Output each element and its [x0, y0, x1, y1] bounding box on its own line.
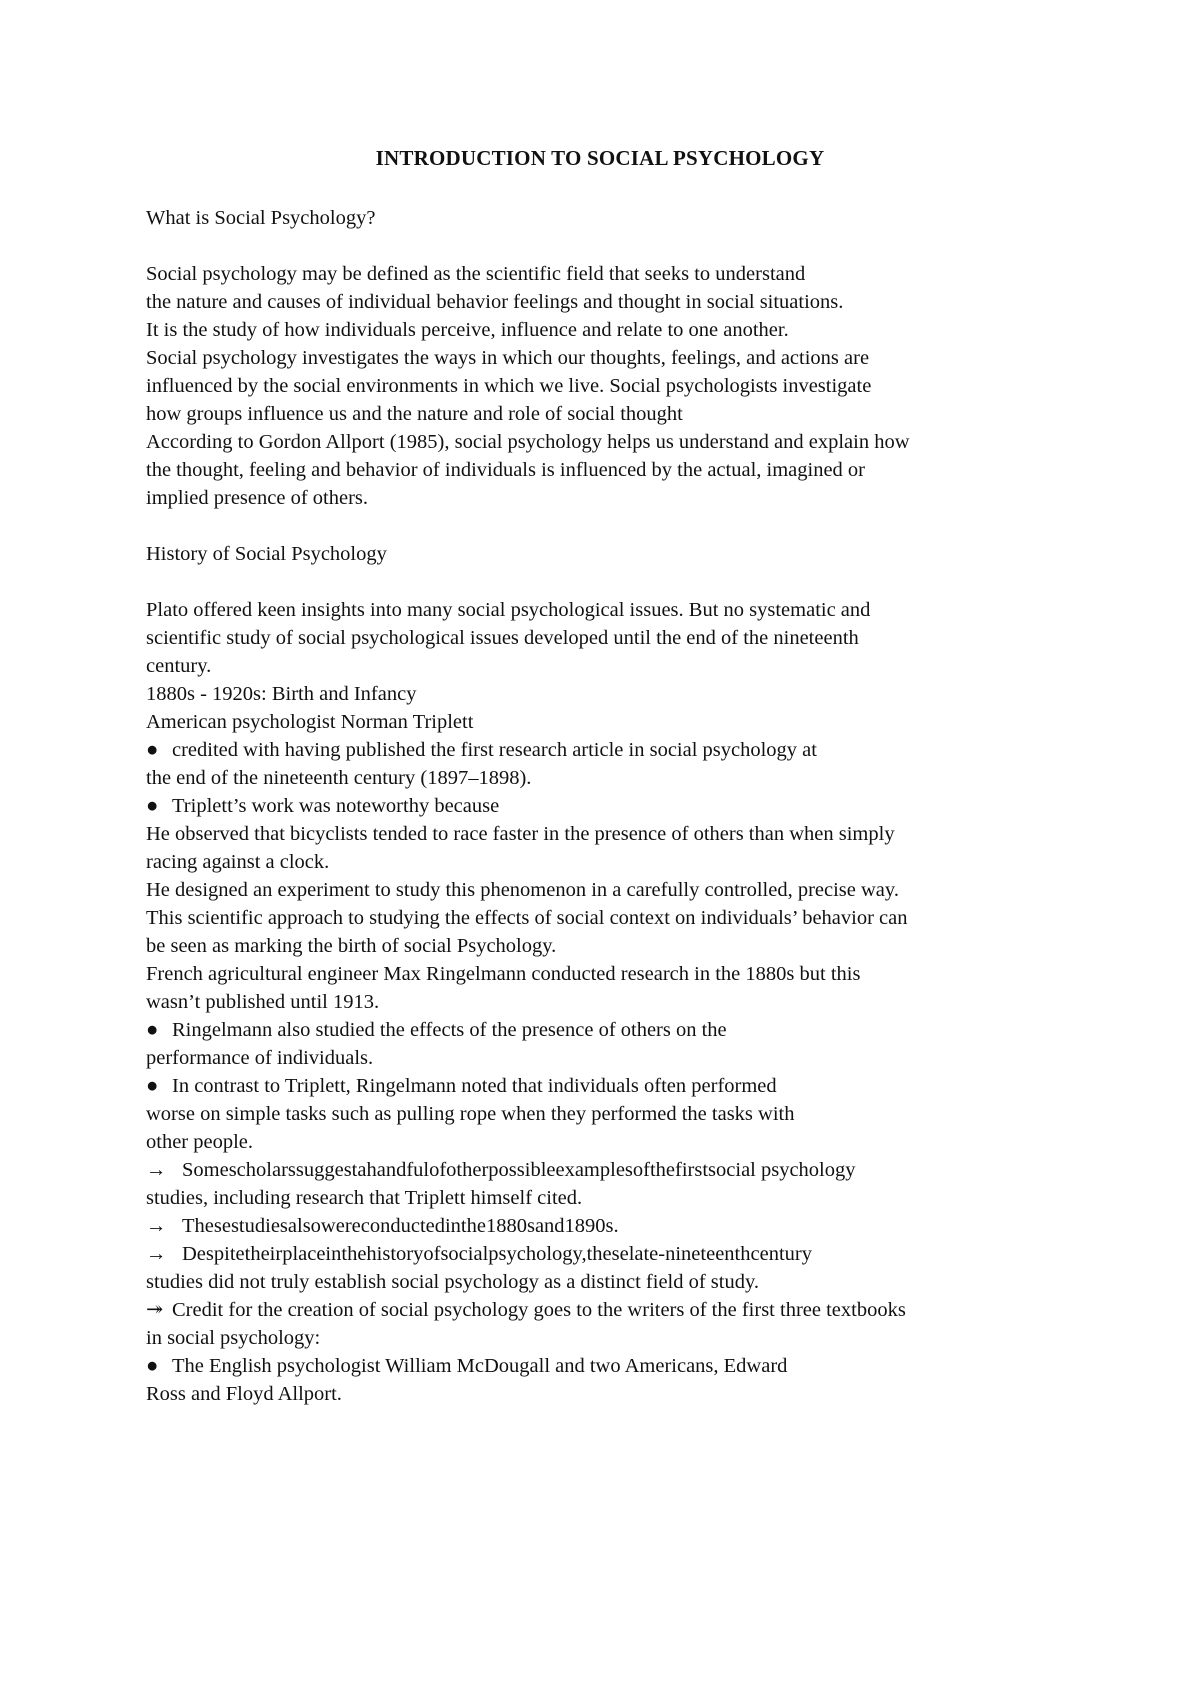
body-line: 1880s - 1920s: Birth and Infancy	[146, 683, 417, 705]
bullet-item	[146, 1076, 777, 1097]
bullet-text: The English psychologist William McDougall and two Americans, Edward	[172, 1355, 788, 1377]
body-line: how groups influence us and the nature and role of social thought	[146, 403, 683, 425]
body-line: According to Gordon Allport (1985), social psychology helps us understand and explain how	[146, 431, 910, 453]
body-line: performance of individuals.	[146, 1047, 374, 1069]
arrow-right-icon: →	[146, 1243, 167, 1265]
body-line: He designed an experiment to study this phenomenon in a carefully controlled, precise way.	[146, 879, 899, 901]
bullet-item	[146, 796, 499, 817]
body-line: American psychologist Norman Triplett	[146, 711, 474, 733]
body-line: He observed that bicyclists tended to race faster in the presence of others than when simply	[146, 823, 895, 845]
body-line: French agricultural engineer Max Ringelmann conducted research in the 1880s but this	[146, 963, 861, 985]
body-line: racing against a clock.	[146, 851, 330, 873]
bullet-icon: ●	[146, 1355, 159, 1377]
body-line: wasn’t published until 1913.	[146, 991, 380, 1013]
body-line: Social psychology investigates the ways in which our thoughts, feelings, and actions are	[146, 347, 870, 369]
body-line: worse on simple tasks such as pulling rope when they performed the tasks with	[146, 1103, 795, 1125]
bullet-item	[146, 1356, 787, 1377]
body-line: scientific study of social psychological issues developed until the end of the nineteenth	[146, 627, 859, 649]
arrow-text: Somescholarssuggestahandfulofotherpossibleexamplesofthefirstsocial psychology	[182, 1159, 856, 1181]
body-line: Social psychology may be defined as the scientific field that seeks to understand	[146, 263, 806, 285]
body-line: Ross and Floyd Allport.	[146, 1383, 342, 1405]
body-line: other people.	[146, 1131, 254, 1153]
body-line: studies, including research that Triplett himself cited.	[146, 1187, 583, 1209]
body-line: the nature and causes of individual behavior feelings and thought in social situations.	[146, 291, 844, 313]
body-line: the end of the nineteenth century (1897–1898).	[146, 767, 532, 789]
bullet-text: Triplett’s work was noteworthy because	[172, 795, 500, 817]
double-arrow-text: Credit for the creation of social psychology goes to the writers of the first three textbooks	[172, 1299, 906, 1321]
arrow-right-icon: →	[146, 1215, 167, 1237]
arrow-text: Despitetheirplaceinthehistoryofsocialpsychology,theselate-nineteenthcentury	[182, 1243, 812, 1265]
body-line: influenced by the social environments in which we live. Social psychologists investigate	[146, 375, 872, 397]
body-line: be seen as marking the birth of social Psychology.	[146, 935, 557, 957]
bullet-item	[146, 740, 817, 761]
body-line: Plato offered keen insights into many social psychological issues. But no systematic and	[146, 599, 871, 621]
bullet-item	[146, 1020, 727, 1041]
bullet-text: In contrast to Triplett, Ringelmann noted that individuals often performed	[172, 1075, 777, 1097]
body-line: It is the study of how individuals perceive, influence and relate to one another.	[146, 319, 789, 341]
body-line: in social psychology:	[146, 1327, 321, 1349]
section-heading-history: History of Social Psychology	[146, 543, 387, 565]
arrow-text: Thesestudiesalsowereconductedinthe1880sand1890s.	[182, 1215, 619, 1237]
body-line: the thought, feeling and behavior of individuals is influenced by the actual, imagined or	[146, 459, 866, 481]
bullet-text: credited with having published the first research article in social psychology at	[172, 739, 817, 761]
body-line: implied presence of others.	[146, 487, 369, 509]
arrow-right-icon: →	[146, 1159, 167, 1181]
bullet-icon: ●	[146, 1019, 159, 1041]
bullet-icon: ●	[146, 739, 159, 761]
arrow-item	[146, 1244, 812, 1265]
document-title: INTRODUCTION TO SOCIAL PSYCHOLOGY	[375, 146, 825, 170]
bullet-icon: ●	[146, 795, 159, 817]
double-arrow-right-icon: ↠	[146, 1299, 164, 1321]
bullet-text: Ringelmann also studied the effects of the presence of others on the	[172, 1019, 727, 1041]
section-heading-what-is: What is Social Psychology?	[146, 207, 376, 229]
body-line: century.	[146, 655, 212, 677]
arrow-item	[146, 1216, 619, 1237]
double-arrow-item	[146, 1300, 906, 1321]
bullet-icon: ●	[146, 1075, 159, 1097]
body-line: This scientific approach to studying the effects of social context on individuals’ behavior can	[146, 907, 908, 929]
body-line: studies did not truly establish social psychology as a distinct field of study.	[146, 1271, 760, 1293]
arrow-item	[146, 1160, 856, 1181]
